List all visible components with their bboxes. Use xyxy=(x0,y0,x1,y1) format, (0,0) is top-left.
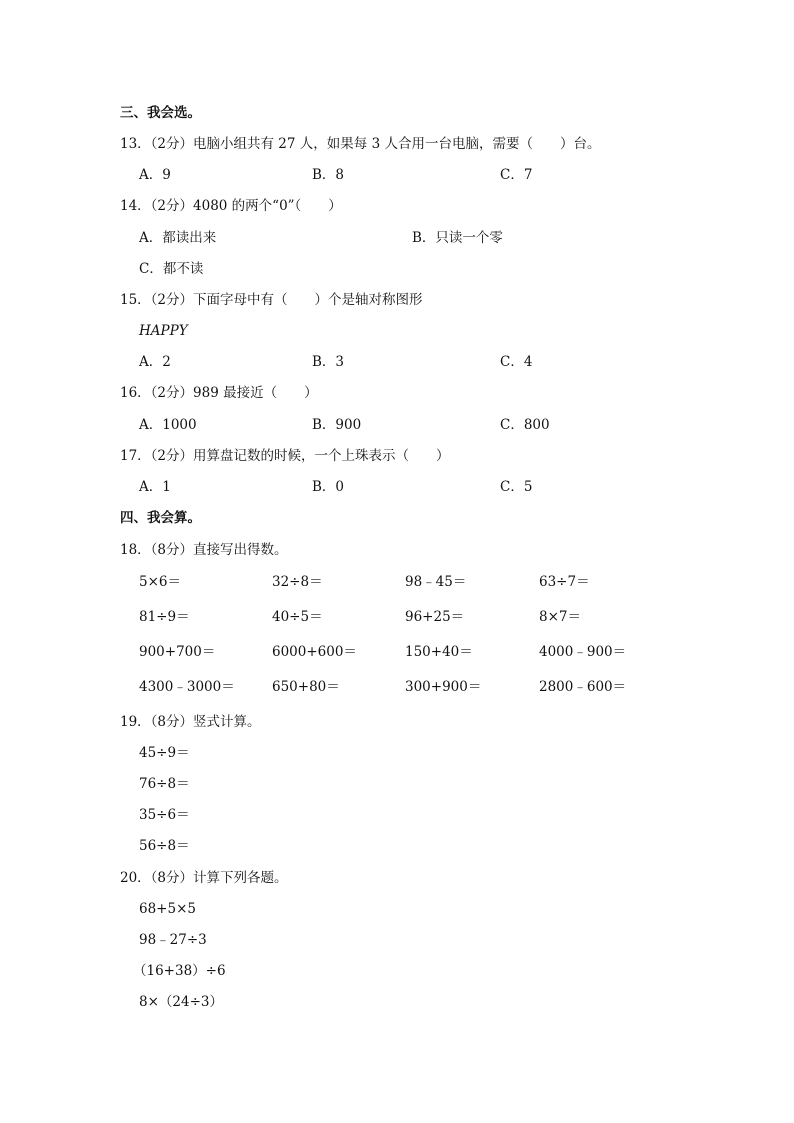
q18-cell: 300+900＝ xyxy=(405,679,482,695)
q19-item: 76÷8＝ xyxy=(139,776,190,792)
section-title: 四、我会算。 xyxy=(120,510,201,526)
q13-option-b: B．8 xyxy=(312,167,345,183)
q18-cell: 96+25＝ xyxy=(405,609,465,625)
question-20-stem: 20．（8分）计算下列各题。 xyxy=(120,870,288,886)
q18-cell: 63÷7＝ xyxy=(539,574,590,590)
question-19-stem: 19．（8分）竖式计算。 xyxy=(120,714,261,730)
q13-option-a: A．9 xyxy=(139,167,171,183)
q19-item: 56÷8＝ xyxy=(139,838,190,854)
q18-cell: 150+40＝ xyxy=(405,644,473,660)
q18-cell: 6000+600＝ xyxy=(272,644,357,660)
q18-cell: 900+700＝ xyxy=(139,644,216,660)
q18-cell: 81÷9＝ xyxy=(139,609,190,625)
section-title: 三、我会选。 xyxy=(120,105,201,121)
q13-option-c: C．7 xyxy=(500,167,533,183)
q18-cell: 98﹣45＝ xyxy=(405,574,467,590)
question-14-stem: 14．（2分）4080 的两个“0”（ ） xyxy=(120,198,342,214)
q18-cell: 32÷8＝ xyxy=(272,574,323,590)
q16-option-b: B．900 xyxy=(312,417,362,433)
q17-option-c: C．5 xyxy=(500,479,533,495)
question-17-stem: 17．（2分）用算盘记数的时候，一个上珠表示（ ） xyxy=(120,448,450,464)
q14-option-c: C．都不读 xyxy=(139,261,204,277)
question-15-stem: 15．（2分）下面字母中有（ ）个是轴对称图形 xyxy=(120,292,423,308)
q20-item: 8×（24÷3） xyxy=(139,994,223,1010)
q15-option-a: A．2 xyxy=(139,354,171,370)
q20-item: 98﹣27÷3 xyxy=(139,932,207,948)
q18-cell: 2800﹣600＝ xyxy=(539,679,627,695)
q16-option-c: C．800 xyxy=(500,417,550,433)
question-13-stem: 13．（2分）电脑小组共有 27 人，如果每 3 人合用一台电脑，需要（ ）台。 xyxy=(120,136,601,152)
q20-item: （16+38）÷6 xyxy=(133,963,226,979)
q19-item: 45÷9＝ xyxy=(139,745,190,761)
q18-cell: 8×7＝ xyxy=(539,609,581,625)
question-18-stem: 18．（8分）直接写出得数。 xyxy=(120,542,288,558)
q15-option-c: C．4 xyxy=(500,354,533,370)
q17-option-a: A．1 xyxy=(139,479,171,495)
q15-word: HAPPY xyxy=(139,323,188,339)
q18-cell: 5×6＝ xyxy=(139,574,181,590)
q18-cell: 650+80＝ xyxy=(272,679,340,695)
q20-item: 68+5×5 xyxy=(139,901,196,917)
q17-option-b: B．0 xyxy=(312,479,345,495)
q18-cell: 40÷5＝ xyxy=(272,609,323,625)
q18-cell: 4300﹣3000＝ xyxy=(139,679,235,695)
q15-option-b: B．3 xyxy=(312,354,345,370)
q16-option-a: A．1000 xyxy=(139,417,197,433)
q18-cell: 4000﹣900＝ xyxy=(539,644,627,660)
q14-option-b: B．只读一个零 xyxy=(412,230,503,246)
q14-option-a: A．都读出来 xyxy=(139,230,217,246)
question-16-stem: 16．（2分）989 最接近（ ） xyxy=(120,385,318,401)
q19-item: 35÷6＝ xyxy=(139,807,190,823)
